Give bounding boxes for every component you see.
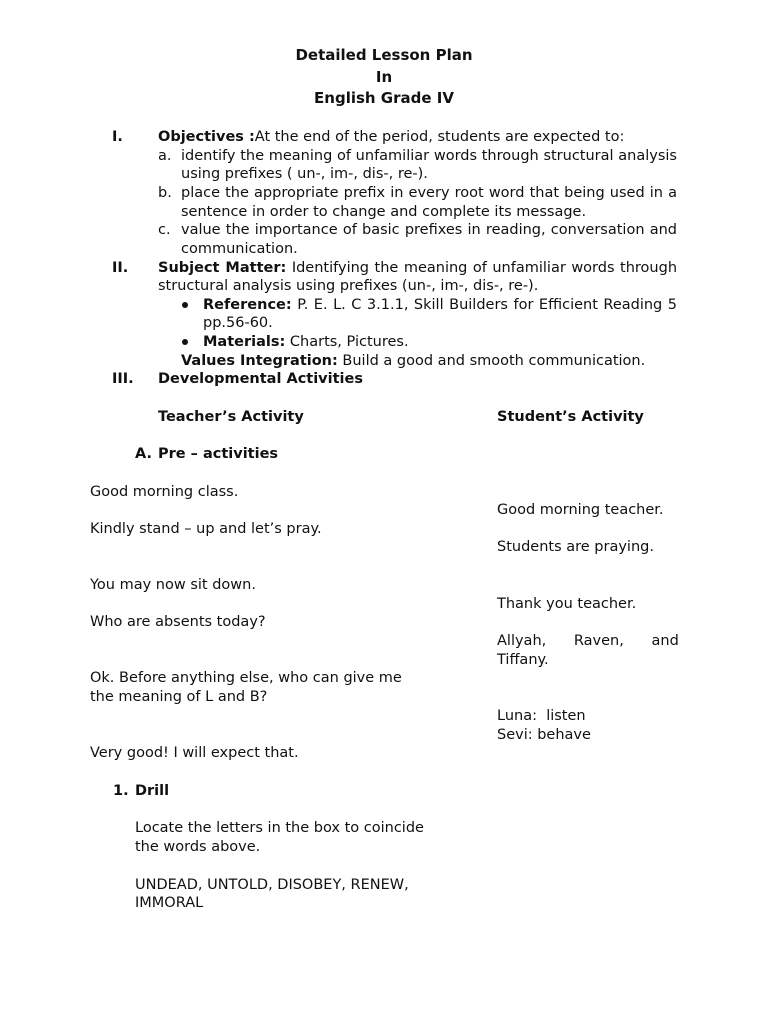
subject-matter-label: Subject Matter: (158, 260, 287, 276)
objective-b-line1: place the appropriate prefix in every root word that being used in a (181, 185, 677, 201)
subject-matter-line2: structural analysis using prefixes (un-, im-, dis-, re-). (158, 278, 539, 294)
materials-value: Charts, Pictures. (289, 334, 409, 350)
values-integration-line (181, 352, 645, 371)
objective-c-line2: communication. (181, 241, 298, 257)
student-activity-heading: Student’s Activity (497, 409, 644, 425)
objective-c-line1: value the importance of basic prefixes in reading, conversation and (181, 222, 677, 238)
student-line-thanks: Thank you teacher. (497, 596, 637, 612)
subject-matter-numeral: II. (112, 260, 129, 276)
materials-label: Materials: (203, 334, 286, 350)
teacher-line-question-1: Ok. Before anything else, who can give me (90, 670, 402, 686)
reference-line2: pp.56-60. (203, 315, 273, 331)
objective-a-line1: identify the meaning of unfamiliar words through structural analysis (181, 148, 677, 164)
title-line-3: English Grade IV (314, 89, 454, 107)
objective-b-letter: b. (158, 185, 172, 201)
teacher-line-absents: Who are absents today? (90, 614, 266, 630)
objectives-numeral: I. (112, 129, 123, 145)
objective-c-letter: c. (158, 222, 171, 238)
materials-bullet-icon (182, 339, 188, 345)
student-line-absents-2: Tiffany. (497, 652, 549, 668)
teacher-line-question-2: the meaning of L and B? (90, 689, 268, 705)
drill-heading: Drill (135, 783, 170, 799)
reference-value: P. E. L. C 3.1.1, Skill Builders for Efficient Reading 5 (297, 297, 677, 313)
pre-activities-letter: A. (135, 446, 152, 462)
reference-label: Reference: (203, 297, 292, 313)
subject-matter-text: Identifying the meaning of unfamiliar words through (291, 260, 678, 276)
objective-b-line2: sentence in order to change and complete its message. (181, 204, 587, 220)
objectives-intro: At the end of the period, students are expected to: (254, 129, 625, 145)
values-integration-label: Values Integration: (181, 353, 338, 369)
developmental-heading: Developmental Activities (158, 371, 363, 387)
drill-words-2: IMMORAL (135, 895, 204, 911)
materials-line (203, 333, 409, 352)
reference-line1 (203, 296, 677, 315)
teacher-line-greeting: Good morning class. (90, 484, 239, 500)
teacher-line-very-good: Very good! I will expect that. (90, 745, 299, 761)
pre-activities-heading: Pre – activities (158, 446, 279, 462)
objective-a-letter: a. (158, 148, 172, 164)
teacher-activity-heading: Teacher’s Activity (158, 409, 304, 425)
student-line-sevi: Sevi: behave (497, 727, 591, 743)
developmental-numeral: III. (112, 371, 134, 387)
student-line-greeting: Good morning teacher. (497, 502, 664, 518)
drill-words-1: UNDEAD, UNTOLD, DISOBEY, RENEW, (135, 877, 409, 893)
student-line-praying: Students are praying. (497, 539, 654, 555)
subject-matter-line1 (158, 259, 677, 278)
objectives-heading (158, 128, 624, 147)
objective-a-line2: using prefixes ( un-, im-, dis-, re-). (181, 166, 428, 182)
student-line-absents-1: Allyah, Raven, and (497, 633, 679, 649)
teacher-line-pray: Kindly stand – up and let’s pray. (90, 521, 322, 537)
drill-instruction-1: Locate the letters in the box to coincide (135, 820, 424, 836)
drill-instruction-2: the words above. (135, 839, 261, 855)
objectives-label: Objectives : (158, 129, 255, 145)
title-line-1: Detailed Lesson Plan (295, 46, 473, 64)
reference-bullet-icon (182, 302, 188, 308)
drill-number: 1. (113, 783, 129, 799)
student-line-luna: Luna: listen (497, 708, 586, 724)
values-integration-value: Build a good and smooth communication. (342, 353, 646, 369)
title-line-2: In (375, 68, 393, 86)
teacher-line-sit: You may now sit down. (90, 577, 256, 593)
